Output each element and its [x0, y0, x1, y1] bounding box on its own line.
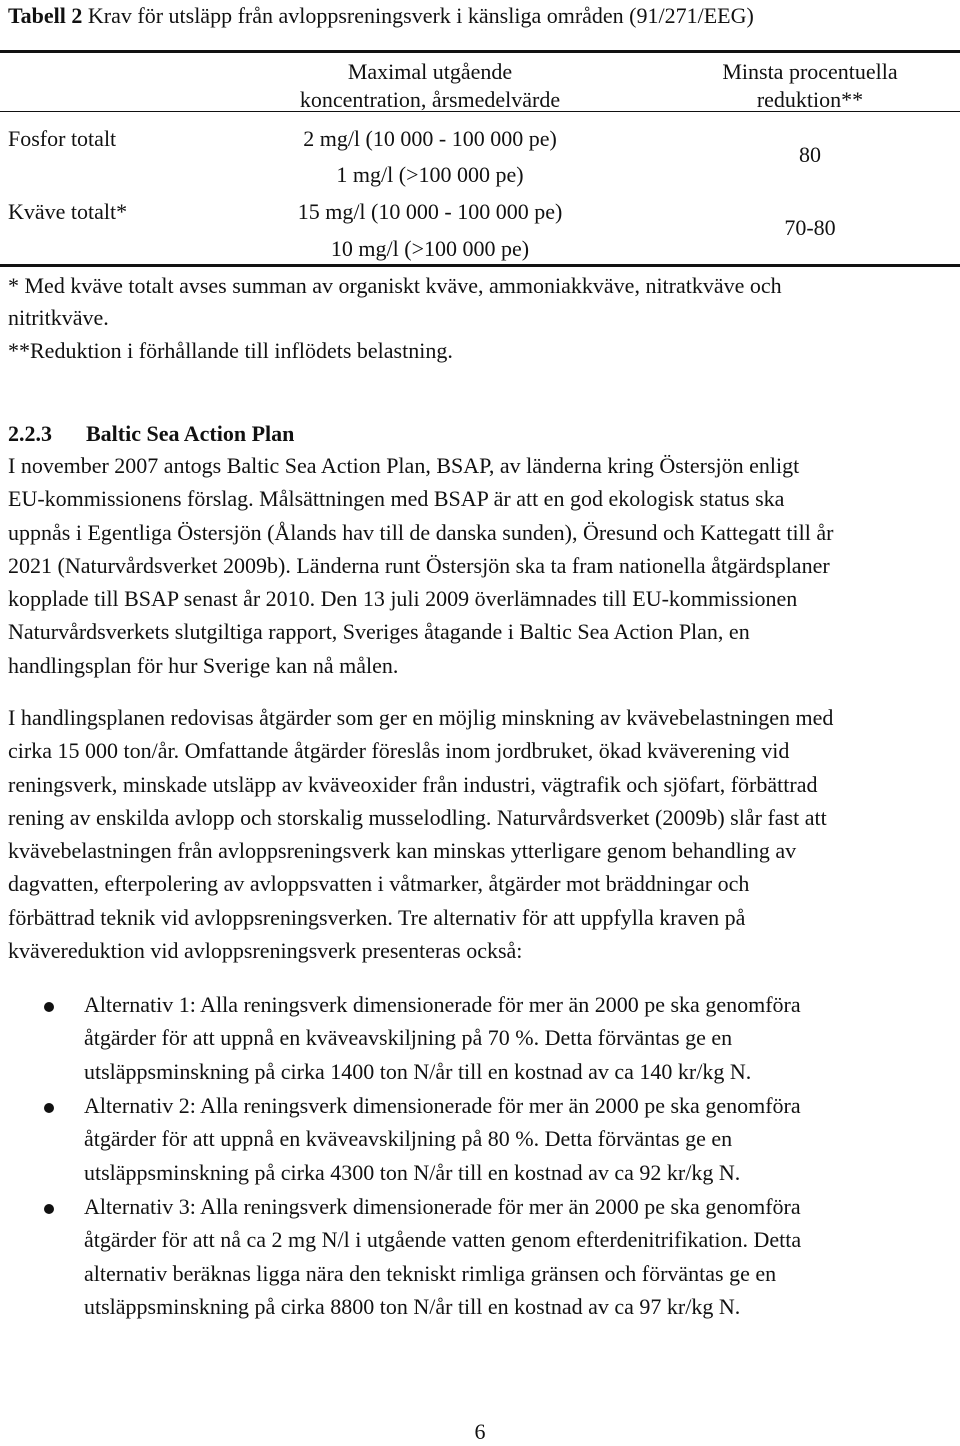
page-number: 6	[474, 1419, 486, 1444]
row-fosfor-conc-line1: 2 mg/l (10 000 - 100 000 pe)	[303, 126, 557, 151]
header-reduction	[690, 58, 930, 114]
list-item	[0, 988, 960, 1089]
list-item-line: Alternativ 3: Alla reningsverk dimensionerade för mer än 2000 pe ska genomföra	[84, 1194, 801, 1219]
paragraph-1-line: Naturvårdsverkets slutgiltiga rapport, Sveriges åtagande i Baltic Sea Action Plan, en	[8, 619, 750, 645]
paragraph-1-line: I november 2007 antogs Baltic Sea Action Plan, BSAP, av länderna kring Östersjön enligt	[8, 453, 800, 478]
header-concentration-line2: koncentration, årsmedelvärde	[299, 87, 561, 112]
footnote-1: * Med kväve totalt avses summan av organiskt kväve, ammoniakkväve, nitratkväve och	[8, 273, 782, 298]
table-bottom-rule	[0, 264, 960, 267]
row-kvave-conc-line1: 15 mg/l (10 000 - 100 000 pe)	[297, 199, 563, 224]
list-item-line: Alternativ 2: Alla reningsverk dimensionerade för mer än 2000 pe ska genomföra	[84, 1093, 801, 1118]
table-caption-text: Krav för utsläpp från avloppsreningsverk i känsliga områden (91/271/EEG)	[87, 3, 754, 28]
list-item-line: åtgärder för att uppnå en kväveavskiljning på 80 %. Detta förväntas ge en	[84, 1126, 733, 1152]
list-item	[0, 1089, 960, 1190]
header-concentration-line1: Maximal utgående	[347, 59, 513, 84]
list-item-line: åtgärder för att uppnå en kväveavskiljning på 70 %. Detta förväntas ge en	[84, 1025, 733, 1051]
alternatives-list	[0, 988, 960, 1319]
paragraph-2-line: reningsverk, minskade utsläpp av kväveoxider från industri, vägtrafik och sjöfart, förbättrad	[8, 771, 818, 797]
paragraph-2-line: rening av enskilda avlopp och storskalig musselodling. Naturvårdsverket (2009b) slår fast att	[8, 804, 827, 830]
header-concentration	[270, 58, 590, 114]
paragraph-2	[8, 701, 833, 967]
footnote-2: **Reduktion i förhållande till inflödets belastning.	[8, 338, 453, 363]
row-fosfor-conc-line2: 1 mg/l (>100 000 pe)	[336, 162, 524, 187]
list-item-line: åtgärder för att nå ca 2 mg N/l i utgående vatten genom efterdenitrifikation. Detta	[84, 1227, 802, 1253]
paragraph-2-line: förbättrad teknik vid avloppsreningsverken. Tre alternativ för att uppfylla kraven på	[8, 904, 746, 930]
paragraph-1	[8, 449, 833, 682]
section-number: 2.2.3	[8, 421, 52, 446]
section-title: Baltic Sea Action Plan	[86, 421, 295, 446]
bullet-icon	[44, 1103, 54, 1113]
bullet-icon	[44, 1002, 54, 1012]
table-caption	[8, 2, 754, 30]
bullet-icon	[44, 1204, 54, 1214]
row-kvave-conc-line2: 10 mg/l (>100 000 pe)	[330, 236, 530, 261]
paragraph-1-line: kopplade till BSAP senast år 2010. Den 13 juli 2009 överlämnades till EU-kommissionen	[8, 586, 798, 612]
row-fosfor-parameter: Fosfor totalt	[8, 126, 117, 151]
header-reduction-line1: Minsta procentuella	[722, 59, 898, 84]
paragraph-1-line: handlingsplan för hur Sverige kan nå målen.	[8, 652, 399, 678]
row-kvave-reduction: 70-80	[784, 215, 836, 240]
footnote-1-cont: nitritkväve.	[8, 305, 109, 330]
paragraph-2-line: dagvatten, efterpolering av avloppsvatten i våtmarker, åtgärder mot bräddningar och	[8, 871, 750, 897]
list-item-line: Alternativ 1: Alla reningsverk dimensionerade för mer än 2000 pe ska genomföra	[84, 992, 801, 1017]
list-item-line: utsläppsminskning på cirka 1400 ton N/år till en kostnad av ca 140 kr/kg N.	[84, 1058, 752, 1084]
table-caption-label: Tabell 2	[8, 3, 83, 28]
list-item	[0, 1190, 960, 1319]
paragraph-2-line: kvävereduktion vid avloppsreningsverk presenteras också:	[8, 938, 523, 964]
list-item-line: utsläppsminskning på cirka 8800 ton N/år till en kostnad av ca 97 kr/kg N.	[84, 1293, 741, 1319]
paragraph-2-line: I handlingsplanen redovisas åtgärder som ger en möjlig minskning av kvävebelastningen med	[8, 705, 834, 730]
row-kvave-parameter: Kväve totalt*	[8, 199, 128, 224]
paragraph-1-line: EU-kommissionens förslag. Målsättningen med BSAP är att en god ekologisk status ska	[8, 486, 785, 512]
table-top-rule	[0, 50, 960, 53]
list-item-line: utsläppsminskning på cirka 4300 ton N/år till en kostnad av ca 92 kr/kg N.	[84, 1159, 741, 1185]
paragraph-2-line: kvävebelastningen från avloppsreningsverk kan minskas ytterligare genom behandling av	[8, 838, 797, 864]
paragraph-1-line: 2021 (Naturvårdsverket 2009b). Länderna runt Östersjön ska ta fram nationella åtgärdsplaner	[8, 552, 830, 578]
section-heading	[8, 419, 294, 449]
list-item-line: alternativ beräknas ligga nära den tekniskt rimliga gränsen och förväntas ge en	[84, 1260, 777, 1286]
row-fosfor-reduction: 80	[799, 142, 821, 167]
paragraph-2-line: cirka 15 000 ton/år. Omfattande åtgärder föreslås inom jordbruket, ökad kväverening vid	[8, 738, 790, 764]
header-reduction-line2: reduktion**	[756, 87, 864, 112]
paragraph-1-line: uppnås i Egentliga Östersjön (Ålands hav till de danska sunden), Öresund och Kattegatt till år	[8, 519, 834, 545]
